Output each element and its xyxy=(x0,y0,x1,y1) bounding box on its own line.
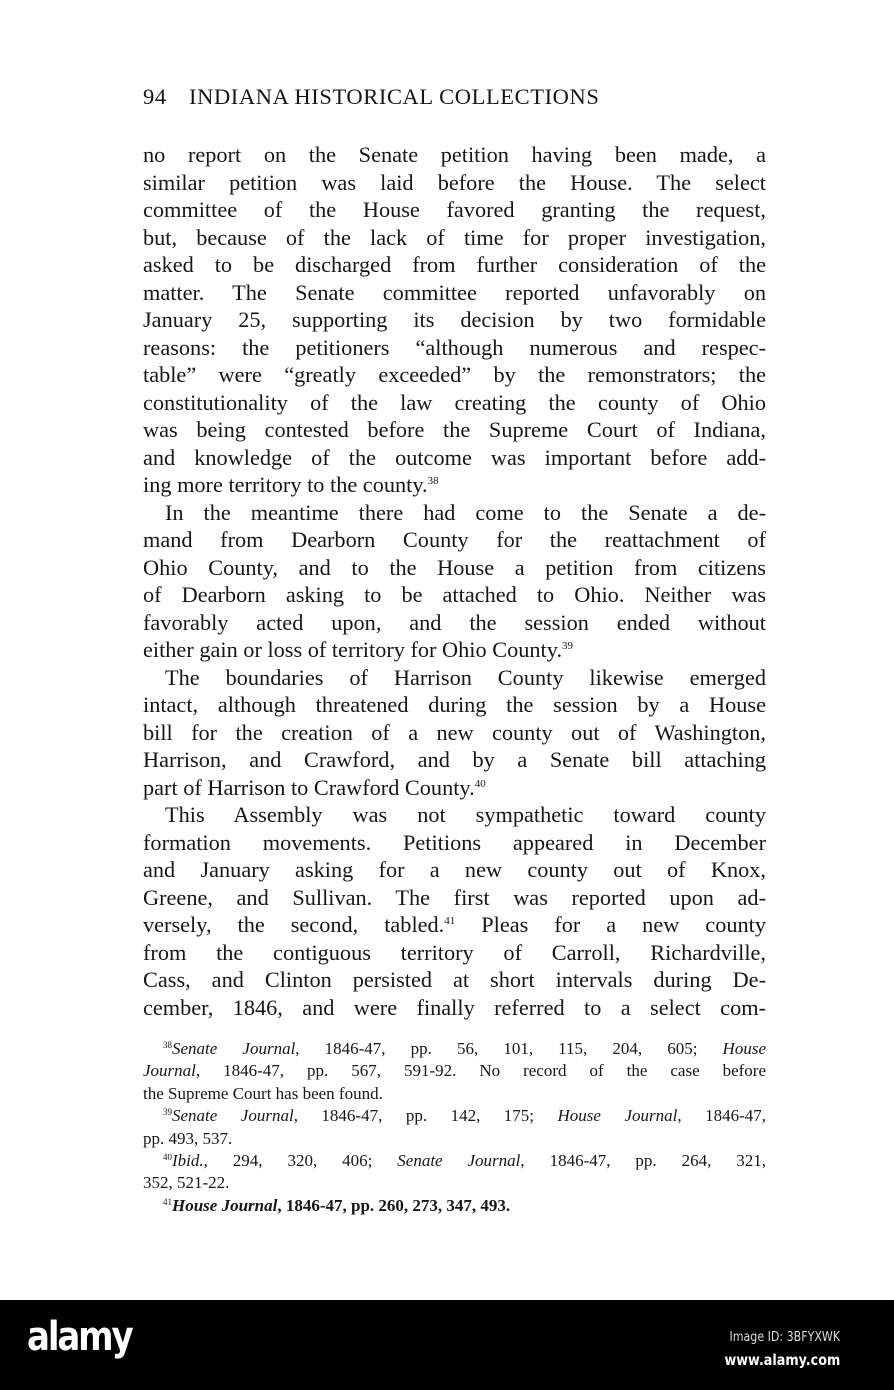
text-run: Cass, and Clinton persisted at short intervals during De- xyxy=(143,967,766,992)
body-line xyxy=(143,801,766,829)
text-run: either gain or loss of territory for Ohio County. xyxy=(143,637,563,662)
footnote-ref: 38 xyxy=(427,475,439,487)
footnote-ref: 41 xyxy=(163,1196,172,1207)
footnote-line xyxy=(143,1038,766,1060)
text-run: bill for the creation of a new county out of Washington, xyxy=(143,719,766,745)
body-line xyxy=(143,664,766,692)
text-run: cember, 1846, and were finally referred to a select com- xyxy=(143,994,766,1020)
text-run: but, because of the lack of time for proper investigation, xyxy=(143,224,766,250)
body-line xyxy=(143,939,766,967)
footnote-ref: 40 xyxy=(163,1151,172,1162)
body-line xyxy=(143,279,766,307)
text-run: Senate Journal xyxy=(172,1039,296,1058)
footnote-ref: 39 xyxy=(163,1107,172,1118)
body-line xyxy=(143,389,766,417)
text-run: , 1846-47, pp. 567, 591-92. No record of the case before xyxy=(195,1061,766,1081)
text-run: Harrison, and Crawford, and by a Senate bill attaching xyxy=(143,747,766,772)
body-line xyxy=(143,526,766,554)
body-line xyxy=(143,911,766,939)
text-run: January 25, supporting its decision by two formidable xyxy=(143,307,766,332)
body-line xyxy=(143,994,766,1022)
footnotes xyxy=(143,1038,766,1217)
footnote-line xyxy=(143,1105,766,1127)
text-run: similar petition was laid before the House. The select xyxy=(143,169,766,195)
text-run: , 1846-47, pp. 264, 321, xyxy=(520,1150,766,1170)
text-run: part of Harrison to Crawford County. xyxy=(143,774,475,800)
text-run: House Journal xyxy=(557,1106,678,1126)
footnote-line xyxy=(143,1060,766,1082)
site-url: www.alamy.com xyxy=(724,1351,840,1369)
footnote-ref: 40 xyxy=(474,777,486,790)
text-run: House Journal xyxy=(172,1195,278,1215)
footnote-line xyxy=(143,1195,766,1217)
text-run: , 294, 320, 406; xyxy=(203,1150,398,1170)
text-run: favorably acted upon, and the session ended without xyxy=(143,609,766,635)
body-line xyxy=(143,251,766,279)
footnote-ref: 41 xyxy=(444,915,456,927)
text-run: Pleas for a new county xyxy=(455,912,766,937)
body-line xyxy=(143,471,766,499)
body-text xyxy=(143,141,766,1021)
text-run: In the meantime there had come to the Senate a de- xyxy=(165,499,766,525)
body-line xyxy=(143,499,766,527)
body-line xyxy=(143,636,766,664)
running-header xyxy=(143,84,703,110)
text-run: asked to be discharged from further consideration of the xyxy=(143,252,766,277)
body-line xyxy=(143,746,766,774)
image-id-label: Image ID: 3BFYXWK xyxy=(729,1330,840,1345)
footnote-line xyxy=(143,1083,766,1105)
text-run: table” were “greatly exceeded” by the remonstrators; the xyxy=(143,362,766,387)
body-line xyxy=(143,554,766,582)
text-run: was being contested before the Supreme Court of Indiana, xyxy=(143,417,766,442)
text-run: The boundaries of Harrison County likewise emerged xyxy=(165,664,766,690)
text-run: constitutionality of the law creating the county of Ohio xyxy=(143,389,766,415)
body-line xyxy=(143,334,766,362)
text-run: pp. 493, 537. xyxy=(143,1128,233,1148)
running-title: INDIANA HISTORICAL COLLECTIONS xyxy=(189,84,600,109)
body-line xyxy=(143,361,766,389)
text-run: Senate Journal xyxy=(397,1150,521,1170)
text-run: and knowledge of the outcome was important before add- xyxy=(143,444,766,470)
text-run: This Assembly was not sympathetic toward county xyxy=(165,802,766,827)
body-line xyxy=(143,224,766,252)
text-run: Journal xyxy=(143,1061,196,1081)
footnote-ref: 38 xyxy=(163,1040,172,1050)
text-run: Ibid. xyxy=(172,1150,204,1170)
body-line xyxy=(143,196,766,224)
body-line xyxy=(143,581,766,609)
text-run: from the contiguous territory of Carroll, Richardville, xyxy=(143,939,766,965)
text-run: Ohio County, and to the House a petition from citizens xyxy=(143,554,766,580)
body-line xyxy=(143,774,766,802)
text-run: mand from Dearborn County for the reattachment of xyxy=(143,527,766,552)
body-line xyxy=(143,141,766,169)
footnote-line xyxy=(143,1150,766,1172)
text-run: ing more territory to the county. xyxy=(143,472,428,497)
body-line xyxy=(143,856,766,884)
body-line xyxy=(143,966,766,994)
text-run: and January asking for a new county out of Knox, xyxy=(143,857,766,882)
footnote-ref: 39 xyxy=(562,640,574,652)
body-line xyxy=(143,719,766,747)
text-run: committee of the House favored granting the request, xyxy=(143,197,766,222)
text-run: the Supreme Court has been found. xyxy=(143,1083,383,1103)
body-line xyxy=(143,169,766,197)
text-run: , 1846-47, xyxy=(677,1106,766,1126)
text-run: reasons: the petitioners “although numerous and respec- xyxy=(143,334,766,360)
text-run: versely, the second, tabled. xyxy=(143,912,445,937)
text-run: formation movements. Petitions appeared in December xyxy=(143,829,766,855)
footnote-line xyxy=(143,1172,766,1194)
body-line xyxy=(143,444,766,472)
text-run: Senate Journal xyxy=(172,1106,294,1126)
page-number: 94 xyxy=(143,84,167,109)
footnote-line xyxy=(143,1128,766,1150)
body-line xyxy=(143,306,766,334)
text-run: matter. The Senate committee reported unfavorably on xyxy=(143,279,766,305)
text-run: intact, although threatened during the session by a House xyxy=(143,692,766,717)
body-line xyxy=(143,416,766,444)
body-line xyxy=(143,609,766,637)
text-run: of Dearborn asking to be attached to Ohio. Neither was xyxy=(143,582,766,607)
text-run: 352, 521-22. xyxy=(143,1173,230,1193)
text-run: House xyxy=(722,1039,766,1058)
text-run: , 1846-47, pp. 142, 175; xyxy=(293,1106,558,1126)
text-run: Greene, and Sullivan. The first was reported upon ad- xyxy=(143,884,766,910)
body-line xyxy=(143,884,766,912)
watermark-bar xyxy=(0,1300,894,1390)
text-run: , 1846-47, pp. 56, 101, 115, 204, 605; xyxy=(295,1039,723,1058)
alamy-logo: alamy xyxy=(27,1314,132,1360)
body-line xyxy=(143,691,766,719)
text-run: , 1846-47, pp. 260, 273, 347, 493. xyxy=(277,1195,511,1215)
text-run: no report on the Senate petition having been made, a xyxy=(143,142,766,167)
body-line xyxy=(143,829,766,857)
